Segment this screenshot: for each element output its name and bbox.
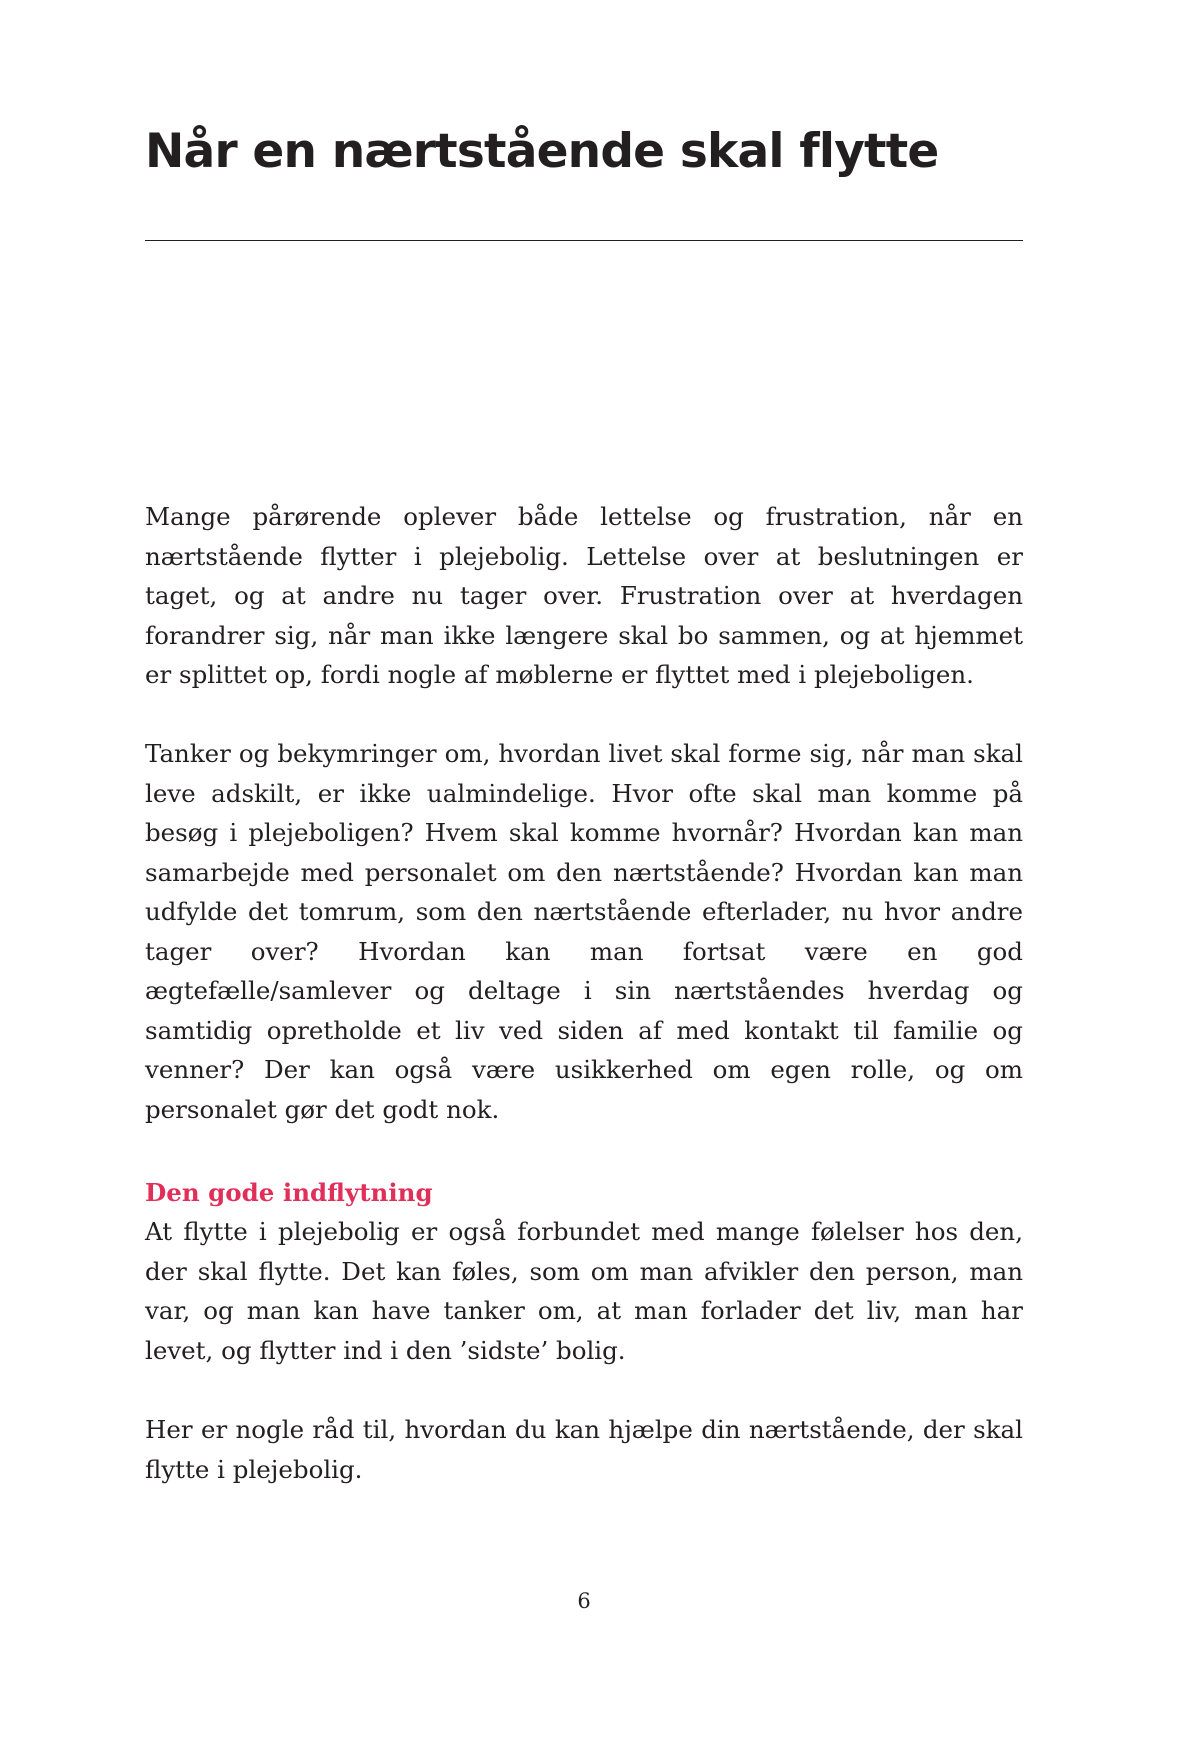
section-paragraph: At flytte i plejebolig er også forbundet med mange følelser hos den, der skal flytte. Det kan føles, som om man afvikler den person, man var, og man kan have tanker om, at man forlader det liv, man har levet, og flytter ind i den ’sidste’ bolig.: [145, 1217, 1023, 1365]
advice-intro-paragraph: Her er nogle råd til, hvordan du kan hjælpe din nærtstående, der skal flytte i plejebolig.: [145, 1415, 1023, 1484]
intro-paragraph: Mange pårørende oplever både lettelse og frustration, når en nærtstående flytter i plejebolig. Lettelse over at beslutningen er taget, og at andre nu tager over. Frustration over at hverdagen forandrer sig, når man ikke længere skal bo sammen, og at hjemmet er splittet op, fordi nogle af møblerne er flyttet med i plejeboligen.: [145, 502, 1023, 689]
page-number: 6: [577, 1589, 591, 1613]
section-heading: Den gode indflytning: [145, 1178, 433, 1207]
page-title: Når en nærtstående skal flytte: [145, 124, 939, 179]
concerns-paragraph: Tanker og bekymringer om, hvordan livet skal forme sig, når man skal leve adskilt, er ikke ualmindelige. Hvor ofte skal man komme på besøg i plejeboligen? Hvem skal komme hvornår? Hvordan kan man samarbejde med personalet om den nærtstående? Hvordan kan man udfylde det tomrum, som den nærtstående efterlader, nu hvor andre tager over? Hvordan kan man fortsat være en god ægtefælle/samlever og deltage i sin nærtståendes hverdag og samtidig opretholde et liv ved siden af med kontakt til familie og venner? Der kan også være usikkerhed om egen rolle, og om personalet gør det godt nok.: [145, 739, 1023, 1124]
title-divider: [145, 240, 1023, 241]
